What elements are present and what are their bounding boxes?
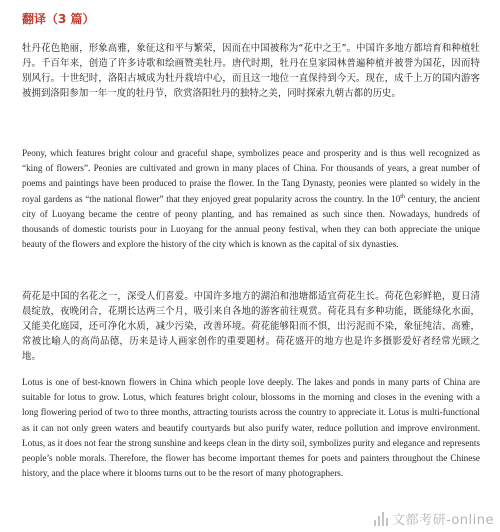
peony-english-text-a: Peony, which features bright colour and graceful shape, symbolizes peace and prosperity and is thus well recognized as “king of flowers”. Peonies are cultivated and grown in many places of China. For thousands of years, a great number of poems and paintings have been produced to praise the flower. In the Tang Dynasty, peonies were planted so widely in the royal gardens as “the national flower” that they enjoyed great popularity across the country. In the 10 [22, 148, 480, 204]
lotus-chinese-paragraph: 荷花是中国的名花之一，深受人们喜爱。中国许多地方的湖泊和池塘都适宜荷花生长。荷花色彩鲜艳，夏日清晨绽放，夜晚闭合，花期长达两三个月，吸引来自各地的游客前往观赏。荷花具有多种功能，既能绿化水面，又能美化庭园，还可净化水质，减少污染，改善环境。荷花能够阳而不惧，出污泥而不染，象征纯洁、高雅，常被比喻人的高尚品德，历来是诗人画家创作的重要题材。荷花盛开的地方也是许多摄影爱好者经常光顾之地。 [22, 291, 480, 362]
peony-english-text-b: century, the ancient city of Luoyang became the centre of peony planting, and has remained as such since then. Nowadays, hundreds of thousands of domestic tourists pour in Luoyang for the annual peony festival, when they can both appreciate the unique beauty of the flowers and explore the history of the city which is known as the capital of six dynasties. [22, 193, 480, 250]
peony-chinese-paragraph: 牡丹花色艳丽，形象高雅，象征这和平与繁荣，因而在中国被称为“花中之王”。中国许多地方都培育和种植牡丹。千百年来，创造了许多诗歌和绘画赞美牡丹。唐代时期，牡丹在皇家园林普遍种植并被誉为国花，因而特别风行。十世纪时，洛阳古城成为牡丹栽培中心，而且这一地位一直保持到今天。现在，成千上万的国内游客被拥到洛阳参加一年一度的牡丹节，欣赏洛阳牡丹的独特之美，同时探索九朝古都的历史。 [22, 43, 480, 99]
ordinal-suffix: th [400, 193, 405, 200]
watermark-text: 文都考研-online [392, 513, 494, 528]
peony-english-paragraph [22, 146, 480, 252]
lotus-english-paragraph: Lotus is one of best-known flowers in China which people love deeply. The lakes and ponds in many parts of China are suitable for lotus to grow. Lotus, which features bright colour, blossoms in the morning and closes in the evening with a long flowering period of two to three months, attracting tourists across the country to appreciate it. Lotus is multi-functional as it can not only green waters and beautify courtyards but also purify water, reduce pollution and improve environment. Lotus, as it does not fear the strong sunshine and keeps clean in the dirty soil, symbolizes purity and elegance and represents people’s noble morals. Therefore, the flower has become important themes for poets and painters throughout the Chinese history, and the place where it blooms turns out to be the resort of many photographers. [22, 377, 480, 479]
bar-logo-icon [374, 512, 388, 526]
section-title: 翻译（3 篇） [22, 12, 95, 26]
watermark [374, 509, 494, 528]
